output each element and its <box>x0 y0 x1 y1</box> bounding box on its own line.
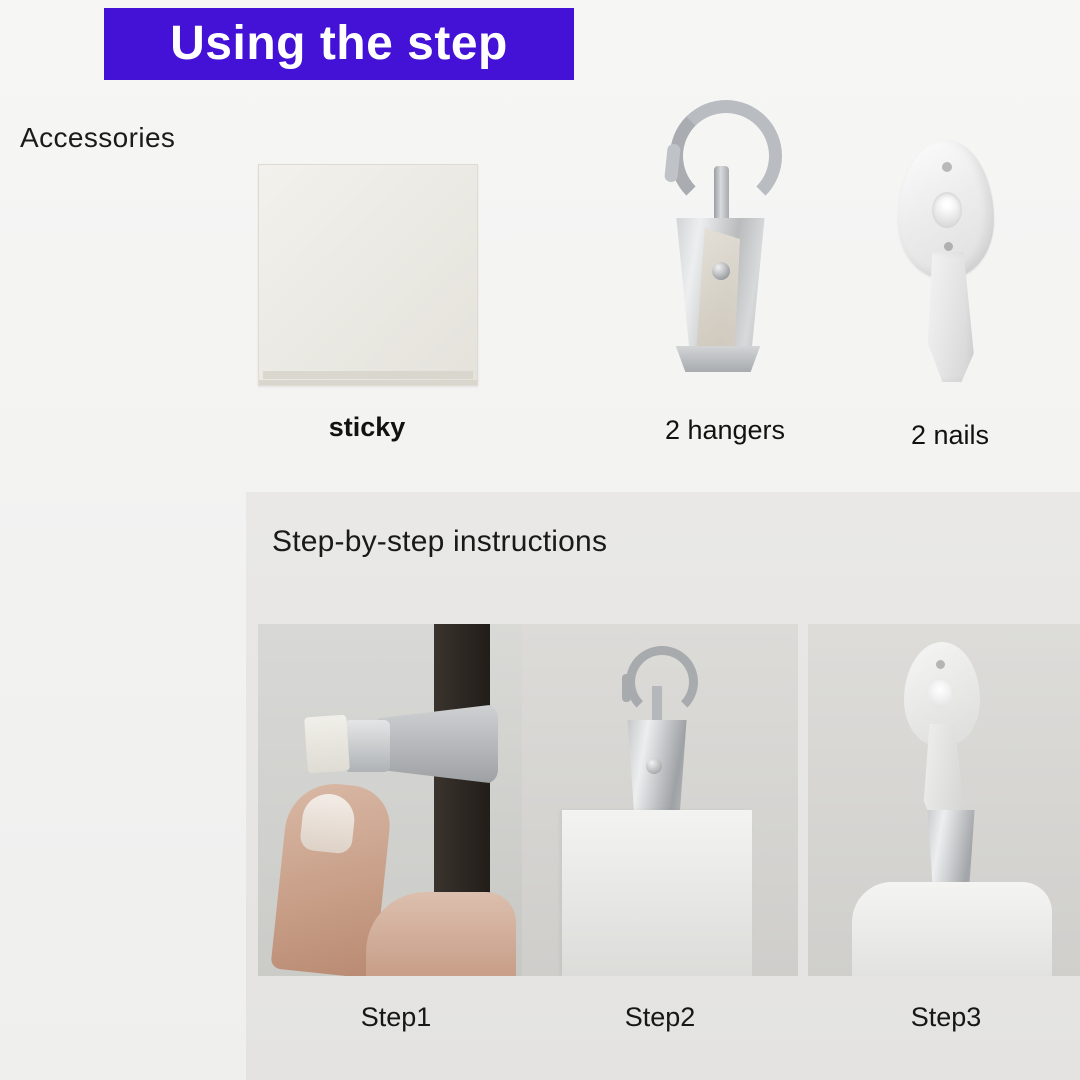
step1-sticky-pad-shape <box>304 715 350 774</box>
step3-nail-hole-top-shape <box>936 660 945 669</box>
step-image-3 <box>808 624 1080 976</box>
page-title: Using the step <box>170 17 508 70</box>
accessory-caption-nails: 2 nails <box>910 420 990 450</box>
accessory-caption-hangers: 2 hangers <box>664 415 786 445</box>
step3-hanging-sheet-shape <box>852 882 1052 976</box>
title-banner <box>104 8 574 80</box>
accessories-section-label: Accessories <box>20 122 176 153</box>
nail-hook-icon <box>890 140 1010 390</box>
hook-stem-shape <box>714 166 729 226</box>
steps-section-title: Step-by-step instructions <box>272 525 608 558</box>
accessory-caption-sticky: sticky <box>328 412 406 442</box>
step2-clip-rivet-shape <box>646 758 662 774</box>
step1-hook-base-shape <box>344 720 390 772</box>
step-caption-3: Step3 <box>910 1002 982 1032</box>
step-image-2 <box>522 624 798 976</box>
nail-hole-bottom-shape <box>944 242 953 251</box>
step-caption-2: Step2 <box>624 1002 696 1032</box>
step2-hanging-sheet-shape <box>562 810 752 976</box>
adhesive-pad-icon <box>258 164 478 386</box>
clip-jaw-shape <box>670 346 766 372</box>
step2-hook-tail-shape <box>622 674 631 702</box>
nail-hole-mid-shape <box>932 192 962 228</box>
clip-rivet-shape <box>712 262 730 280</box>
step-image-1 <box>258 624 534 976</box>
step2-hook-arc-shape <box>626 646 698 718</box>
step1-thumb-shape <box>366 892 516 976</box>
hanger-clip-icon <box>648 100 798 390</box>
step3-nail-hole-mid-shape <box>928 680 952 708</box>
nail-hole-top-shape <box>942 162 952 172</box>
step-caption-1: Step1 <box>360 1002 432 1032</box>
